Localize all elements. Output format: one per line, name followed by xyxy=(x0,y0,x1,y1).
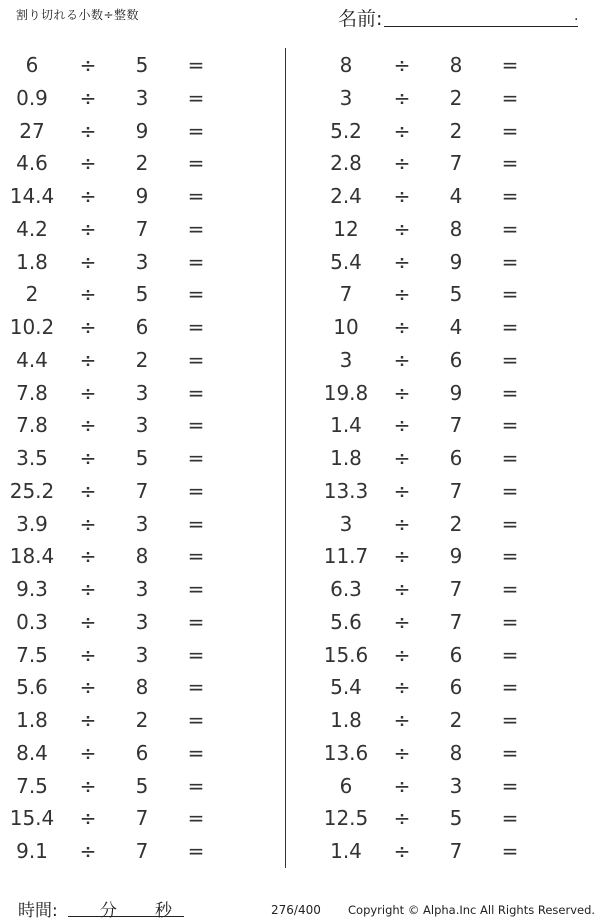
dividend: 13.6 xyxy=(323,740,369,765)
divisor: 2 xyxy=(135,708,149,732)
division-operator: ÷ xyxy=(79,740,97,765)
divisor: 9 xyxy=(135,184,149,208)
division-operator: ÷ xyxy=(79,53,97,77)
divisor: 5 xyxy=(135,773,149,798)
dividend: 14.4 xyxy=(9,184,55,208)
dividend: 7.5 xyxy=(16,642,48,667)
dividend: 1.8 xyxy=(16,249,48,274)
division-operator: ÷ xyxy=(393,282,411,307)
divisor: 3 xyxy=(135,609,149,634)
divisor: 9 xyxy=(135,118,149,143)
division-operator: ÷ xyxy=(393,839,411,863)
division-operator: ÷ xyxy=(393,708,411,732)
dividend: 13.3 xyxy=(323,478,369,503)
division-operator: ÷ xyxy=(79,806,97,831)
division-operator: ÷ xyxy=(393,544,411,569)
division-operator: ÷ xyxy=(393,413,411,438)
equals-sign: = xyxy=(501,609,519,634)
divisor: 6 xyxy=(135,315,149,339)
equals-sign: = xyxy=(187,184,205,208)
dividend: 9.1 xyxy=(16,839,48,863)
division-operator: ÷ xyxy=(79,118,97,143)
divisor: 2 xyxy=(449,708,463,732)
division-operator: ÷ xyxy=(393,249,411,274)
divisor: 3 xyxy=(135,642,149,667)
equals-sign: = xyxy=(187,708,205,732)
equals-sign: = xyxy=(187,773,205,798)
division-operator: ÷ xyxy=(393,577,411,601)
equals-sign: = xyxy=(501,478,519,503)
divisor: 3 xyxy=(135,413,149,438)
dividend: 1.8 xyxy=(16,708,48,732)
division-operator: ÷ xyxy=(79,249,97,274)
division-operator: ÷ xyxy=(79,544,97,569)
minutes-label: 分 xyxy=(100,901,117,921)
division-operator: ÷ xyxy=(393,315,411,339)
dividend: 18.4 xyxy=(9,544,55,569)
equals-sign: = xyxy=(501,249,519,274)
dividend: 4.4 xyxy=(16,347,48,372)
dividend: 5.2 xyxy=(330,118,362,143)
divisor: 9 xyxy=(449,544,463,569)
division-operator: ÷ xyxy=(79,478,97,503)
dividend: 10 xyxy=(333,315,359,339)
divisor: 8 xyxy=(449,216,463,241)
divisor: 6 xyxy=(135,740,149,765)
name-label: 名前: xyxy=(338,8,383,30)
page-number: 276/400 xyxy=(271,903,321,917)
dividend: 7.5 xyxy=(16,773,48,798)
equals-sign: = xyxy=(187,347,205,372)
dividend: 12 xyxy=(333,216,359,241)
dividend: 2.8 xyxy=(330,151,362,176)
equals-sign: = xyxy=(501,85,519,110)
divisor: 8 xyxy=(135,544,149,569)
division-operator: ÷ xyxy=(393,184,411,208)
divisor: 5 xyxy=(135,53,149,77)
equals-sign: = xyxy=(187,216,205,241)
divisor: 7 xyxy=(449,151,463,176)
division-operator: ÷ xyxy=(393,53,411,77)
dividend: 3 xyxy=(339,511,353,536)
equals-sign: = xyxy=(187,413,205,438)
dividend: 15.6 xyxy=(323,642,369,667)
division-operator: ÷ xyxy=(79,446,97,470)
equals-sign: = xyxy=(187,85,205,110)
divisor: 2 xyxy=(449,511,463,536)
dividend: 27 xyxy=(19,118,45,143)
divisor: 3 xyxy=(135,85,149,110)
divisor: 5 xyxy=(135,282,149,307)
division-operator: ÷ xyxy=(79,216,97,241)
dividend: 6 xyxy=(25,53,39,77)
equals-sign: = xyxy=(187,446,205,470)
equals-sign: = xyxy=(501,118,519,143)
division-operator: ÷ xyxy=(79,380,97,405)
equals-sign: = xyxy=(187,53,205,77)
divisor: 6 xyxy=(449,347,463,372)
division-operator: ÷ xyxy=(79,282,97,307)
dividend: 1.4 xyxy=(330,839,362,863)
division-operator: ÷ xyxy=(393,806,411,831)
divisor: 9 xyxy=(449,380,463,405)
equals-sign: = xyxy=(501,282,519,307)
divisor: 5 xyxy=(449,806,463,831)
dividend: 1.8 xyxy=(330,708,362,732)
equals-sign: = xyxy=(187,315,205,339)
divisor: 7 xyxy=(449,609,463,634)
copyright-notice: Copyright © Alpha.Inc All Rights Reserved. xyxy=(348,903,596,917)
division-operator: ÷ xyxy=(79,413,97,438)
divisor: 7 xyxy=(449,413,463,438)
division-operator: ÷ xyxy=(393,118,411,143)
dividend: 5.6 xyxy=(330,609,362,634)
division-operator: ÷ xyxy=(79,511,97,536)
divisor: 5 xyxy=(135,446,149,470)
dividend: 9.3 xyxy=(16,577,48,601)
divisor: 4 xyxy=(449,184,463,208)
division-operator: ÷ xyxy=(393,675,411,700)
equals-sign: = xyxy=(187,544,205,569)
divisor: 2 xyxy=(135,347,149,372)
equals-sign: = xyxy=(187,577,205,601)
dividend: 11.7 xyxy=(323,544,369,569)
dividend: 25.2 xyxy=(9,478,55,503)
divisor: 8 xyxy=(135,675,149,700)
division-operator: ÷ xyxy=(393,85,411,110)
equals-sign: = xyxy=(501,380,519,405)
divisor: 6 xyxy=(449,642,463,667)
equals-sign: = xyxy=(501,53,519,77)
time-label: 時間: xyxy=(18,901,58,921)
dividend: 2.4 xyxy=(330,184,362,208)
equals-sign: = xyxy=(501,740,519,765)
divisor: 2 xyxy=(449,118,463,143)
equals-sign: = xyxy=(501,675,519,700)
division-operator: ÷ xyxy=(393,216,411,241)
division-operator: ÷ xyxy=(79,151,97,176)
equals-sign: = xyxy=(187,118,205,143)
dividend: 19.8 xyxy=(323,380,369,405)
dividend: 0.3 xyxy=(16,609,48,634)
divisor: 7 xyxy=(449,839,463,863)
division-operator: ÷ xyxy=(79,839,97,863)
equals-sign: = xyxy=(501,642,519,667)
division-operator: ÷ xyxy=(393,609,411,634)
divisor: 3 xyxy=(135,249,149,274)
division-operator: ÷ xyxy=(79,609,97,634)
equals-sign: = xyxy=(501,216,519,241)
dividend: 1.8 xyxy=(330,446,362,470)
dividend: 12.5 xyxy=(323,806,369,831)
divisor: 7 xyxy=(449,577,463,601)
name-field-line[interactable] xyxy=(384,26,578,27)
divisor: 6 xyxy=(449,675,463,700)
equals-sign: = xyxy=(501,151,519,176)
dividend: 4.2 xyxy=(16,216,48,241)
divisor: 3 xyxy=(449,773,463,798)
divisor: 2 xyxy=(449,85,463,110)
division-operator: ÷ xyxy=(79,642,97,667)
equals-sign: = xyxy=(501,511,519,536)
division-operator: ÷ xyxy=(79,773,97,798)
equals-sign: = xyxy=(187,806,205,831)
dividend: 1.4 xyxy=(330,413,362,438)
divisor: 9 xyxy=(449,249,463,274)
equals-sign: = xyxy=(501,806,519,831)
divisor: 3 xyxy=(135,511,149,536)
equals-sign: = xyxy=(501,773,519,798)
equals-sign: = xyxy=(187,609,205,634)
dividend: 3.5 xyxy=(16,446,48,470)
divisor: 4 xyxy=(449,315,463,339)
dividend: 0.9 xyxy=(16,85,48,110)
equals-sign: = xyxy=(501,184,519,208)
division-operator: ÷ xyxy=(393,478,411,503)
equals-sign: = xyxy=(187,380,205,405)
equals-sign: = xyxy=(501,413,519,438)
division-operator: ÷ xyxy=(79,708,97,732)
name-line-end-dot: . xyxy=(574,8,579,24)
division-operator: ÷ xyxy=(393,347,411,372)
divisor: 8 xyxy=(449,53,463,77)
divisor: 3 xyxy=(135,380,149,405)
dividend: 2 xyxy=(25,282,39,307)
dividend: 5.4 xyxy=(330,249,362,274)
divisor: 7 xyxy=(135,216,149,241)
dividend: 7.8 xyxy=(16,380,48,405)
dividend: 8.4 xyxy=(16,740,48,765)
dividend: 3.9 xyxy=(16,511,48,536)
dividend: 5.6 xyxy=(16,675,48,700)
divisor: 8 xyxy=(449,740,463,765)
division-operator: ÷ xyxy=(79,315,97,339)
column-divider xyxy=(285,48,286,868)
divisor: 7 xyxy=(135,839,149,863)
equals-sign: = xyxy=(501,315,519,339)
dividend: 10.2 xyxy=(9,315,55,339)
division-operator: ÷ xyxy=(79,675,97,700)
equals-sign: = xyxy=(187,151,205,176)
divisor: 2 xyxy=(135,151,149,176)
dividend: 4.6 xyxy=(16,151,48,176)
dividend: 7 xyxy=(339,282,353,307)
equals-sign: = xyxy=(501,544,519,569)
equals-sign: = xyxy=(187,282,205,307)
equals-sign: = xyxy=(187,249,205,274)
worksheet-title: 割り切れる小数÷整数 xyxy=(16,8,140,22)
division-operator: ÷ xyxy=(393,511,411,536)
division-operator: ÷ xyxy=(79,577,97,601)
dividend: 3 xyxy=(339,347,353,372)
dividend: 6 xyxy=(339,773,353,798)
dividend: 3 xyxy=(339,85,353,110)
dividend: 15.4 xyxy=(9,806,55,831)
equals-sign: = xyxy=(187,478,205,503)
division-operator: ÷ xyxy=(393,773,411,798)
division-operator: ÷ xyxy=(79,184,97,208)
divisor: 7 xyxy=(135,806,149,831)
equals-sign: = xyxy=(187,511,205,536)
divisor: 5 xyxy=(449,282,463,307)
division-operator: ÷ xyxy=(393,151,411,176)
dividend: 8 xyxy=(339,53,353,77)
divisor: 7 xyxy=(135,478,149,503)
division-operator: ÷ xyxy=(393,446,411,470)
equals-sign: = xyxy=(187,740,205,765)
division-operator: ÷ xyxy=(393,740,411,765)
equals-sign: = xyxy=(501,708,519,732)
division-operator: ÷ xyxy=(79,347,97,372)
division-operator: ÷ xyxy=(79,85,97,110)
equals-sign: = xyxy=(501,347,519,372)
equals-sign: = xyxy=(501,446,519,470)
divisor: 3 xyxy=(135,577,149,601)
equals-sign: = xyxy=(187,839,205,863)
equals-sign: = xyxy=(187,642,205,667)
divisor: 6 xyxy=(449,446,463,470)
dividend: 6.3 xyxy=(330,577,362,601)
dividend: 7.8 xyxy=(16,413,48,438)
equals-sign: = xyxy=(187,675,205,700)
division-operator: ÷ xyxy=(393,380,411,405)
equals-sign: = xyxy=(501,839,519,863)
seconds-label: 秒 xyxy=(155,901,172,921)
dividend: 5.4 xyxy=(330,675,362,700)
division-operator: ÷ xyxy=(393,642,411,667)
divisor: 7 xyxy=(449,478,463,503)
equals-sign: = xyxy=(501,577,519,601)
